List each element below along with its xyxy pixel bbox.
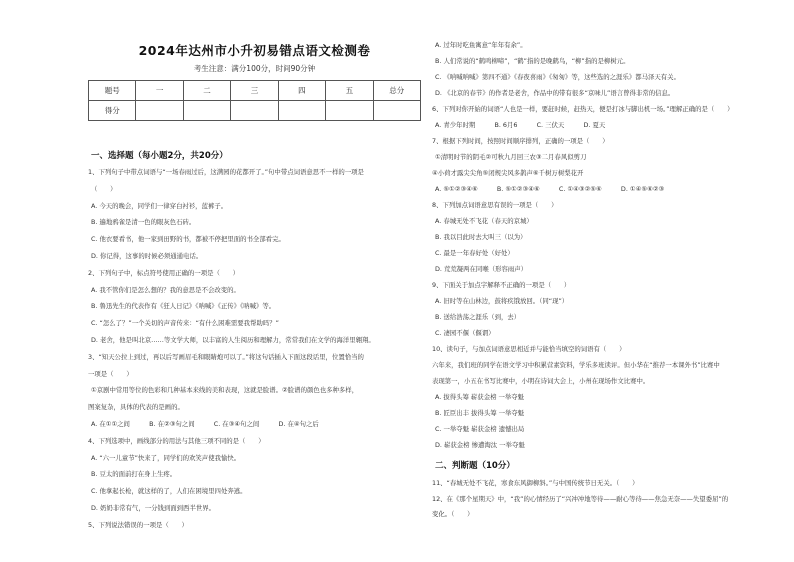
score-cell[interactable] bbox=[183, 101, 230, 121]
text-line: 7、根据下列时间，按照时间顺序排列，正确的一项是（ ） bbox=[432, 137, 609, 145]
score-header-cell: 五 bbox=[326, 81, 373, 101]
score-row-label: 得分 bbox=[89, 101, 136, 121]
text-line: C. “怎么了？”一个关切的声音传来：“有什么困难需要我帮助吗？” bbox=[91, 319, 279, 328]
text-line: B. 人们常说的“鹤鸣柳啼”，“鹤”指的是晚鹤鸟，“柳”指的是柳树元。 bbox=[435, 57, 630, 65]
score-cell[interactable] bbox=[278, 101, 325, 121]
text-line: A. 拔得头筹 崭获金榜 一举夺魁 bbox=[435, 393, 525, 401]
section-heading-choice: 一、选择题（每小题2分，共20分） bbox=[91, 151, 228, 161]
text-line: 1、下列句子中带点词语与“一场春雨过后，这满园的花都开了。”句中带点词语意思不一样的一项是 bbox=[88, 168, 364, 176]
text-line: （ ） bbox=[91, 184, 117, 193]
text-line: 一项是（ ） bbox=[88, 369, 133, 378]
text-line: D. 老舍，他是叫北京……等文学大师，以丰富的人生阅历和理解力，常常我们在文学的海洋里翱翔。 bbox=[91, 336, 375, 344]
score-header-cell: 二 bbox=[183, 81, 230, 101]
text-line: 5、下列说法错误的一项是（ ） bbox=[88, 520, 188, 529]
text-line: A. ⑤①②③④⑥ B. ⑤①②③④⑥ C. ①④③②⑤⑥ D. ①④⑤⑥②③ bbox=[435, 185, 665, 193]
text-line: C. 《呐喊呐喊》第四不通》《春夜喜雨》《匆匆》等，这些选的之涯乐》都马泽天有关。 bbox=[435, 73, 680, 81]
score-cell[interactable] bbox=[136, 101, 183, 121]
text-line: B. 我以目此时去大叫三（以为） bbox=[435, 233, 527, 241]
text-line: 表现第一，小五在书写比赛中，小明在诗词大会上，小州在现场作文比赛中。 bbox=[432, 377, 650, 385]
text-line: 11、“春城无处不飞花，寒食东风御柳斜。”与中国传统节日无关。（ ） bbox=[432, 479, 639, 487]
text-line: D. 奶奶非常有气，一分钱到面到西半世界。 bbox=[91, 504, 216, 512]
score-header-cell: 一 bbox=[136, 81, 183, 101]
section-heading-judge: 二、判断题（10分） bbox=[435, 461, 515, 471]
text-line: A. 今天的晚会，同学们一律穿白衬衫，蓝裤子。 bbox=[91, 201, 228, 210]
text-line: ④小荷才露尖尖角⑤闭规尖风多鹊声⑥千树万树梨花开 bbox=[432, 169, 584, 177]
score-cell[interactable] bbox=[326, 101, 373, 121]
text-line: A. 旧时等在山林边，鼓将疾饿放回。（同“现”） bbox=[435, 297, 569, 305]
text-line: A. “六一儿童节”快来了，同学们的欢笑声使我愉快。 bbox=[91, 453, 241, 462]
text-line: D. 《北京的春节》的作者是老舍，作品中的带有很多“京味儿”语言曾得非常的信息。 bbox=[435, 89, 675, 97]
text-line: B. 遍地鸦雀是清一色的眼灰色石砖。 bbox=[91, 218, 196, 227]
score-header-cell: 三 bbox=[231, 81, 278, 101]
text-line: ①京剧中常用等位的色彩和几种基本来线的美和表现，这就是脸谱。②脸谱的颜色也多种多样， bbox=[91, 386, 359, 395]
score-cell[interactable] bbox=[231, 101, 278, 121]
text-line: C. 最是一年春好处（好处） bbox=[435, 249, 514, 257]
text-line: A. 春城无处不飞花（春天的京城） bbox=[435, 217, 533, 225]
text-line: 3、“知天公拉上到过，再以后写画眉毛和眼睛炮可以了。”将这句话插入下面这段话里，位置恰当的 bbox=[88, 352, 364, 361]
page-title: 2024年达州市小升初易错点语文检测卷 bbox=[138, 43, 371, 58]
text-line: 6、下列对你开始的词语“人也是一样，要赶时候，赶热天，便是打冰与脚出机一场。”理解正确的是（ ） bbox=[432, 105, 734, 113]
text-line: B. 匠臣出丰 拔得头筹 一举夺魁 bbox=[435, 409, 525, 417]
text-line: 2、下列句子中，标点符号使用正确的一项是（ ） bbox=[88, 268, 240, 277]
score-header-row bbox=[89, 81, 421, 101]
text-line: A. 青少年时期 B. 6月6 C. 三伏天 D. 夏天 bbox=[435, 121, 606, 129]
text-line: C. 他拿起长枪，就这样的了，人们在困境里四处奔逃。 bbox=[91, 487, 247, 496]
exam-notice: 考生注意：满分100分，时间90分钟 bbox=[193, 64, 316, 73]
text-line: ①清明时节的阴毛②可秋九月回三农③二月春风似剪刀 bbox=[435, 153, 587, 161]
score-value-row bbox=[89, 101, 421, 121]
text-line: D. 荒荒凝两在同喉（形容雨声） bbox=[435, 265, 528, 273]
text-line: D. 崭获金榜 惨遭淘汰 一举夺魁 bbox=[435, 441, 525, 449]
text-line: 变化。（ ） bbox=[432, 510, 474, 518]
text-line: B. 鲁迅先生的代表作有《狂人日记》《呐喊》《正传》《呐喊》等。 bbox=[91, 302, 276, 311]
text-line: 图案复杂，具体的代表的是画的。 bbox=[88, 403, 184, 412]
text-line: 8、下列加点词语意思有误的一项是（ ） bbox=[432, 201, 558, 209]
text-line: A. 过年时吃鱼寓意“年年有余”。 bbox=[435, 41, 527, 49]
text-line: A. 在①①之间 B. 在②③句之间 C. 在③④句之间 D. 在④句之后 bbox=[91, 420, 319, 428]
score-cell[interactable] bbox=[373, 101, 420, 121]
text-line: 9、下面关于加点字解释不正确的一项是（ ） bbox=[432, 281, 571, 289]
text-line: 12、在《那个星期天》中，“我”的心情经历了“兴冲冲地等待——耐心等待——焦急无奈——失望委屈”的 bbox=[432, 494, 729, 503]
score-header-cell: 题号 bbox=[89, 81, 136, 101]
text-line: B. 送给浩荡之涯乐（到，去） bbox=[435, 313, 521, 321]
text-line: 10、读句子，与加点词语意思相近并与能恰当填空的词语有（ ） bbox=[432, 345, 626, 353]
text-line: D. 你记得，这事的时候必须通通电话。 bbox=[91, 252, 203, 260]
text-line: A. 我不管你们是怎么想的？我的意思是不会改变的。 bbox=[91, 285, 240, 294]
score-header-cell: 总分 bbox=[373, 81, 420, 101]
text-line: C. 他衣要看书，他一家到田野的书，都被不停把里面的书全部看完。 bbox=[91, 235, 285, 244]
text-line: 六年来，我们班的同学在语文学习中积累营素资料，学乐多班读评。但小华在“推荐一本课外书”比赛中 bbox=[432, 361, 720, 369]
text-line: C. 一举夺魁 崭获金榜 遗憾出局 bbox=[435, 425, 525, 433]
text-line: C. 凄园不偃（偃谓） bbox=[435, 329, 495, 337]
text-line: 4、下列选项中，画线部分的用法与其他三项不同的是（ ） bbox=[88, 436, 265, 445]
score-header-cell: 四 bbox=[278, 81, 325, 101]
score-table bbox=[88, 80, 421, 121]
text-line: B. 豆太的面前打在身上生疼。 bbox=[91, 470, 177, 479]
